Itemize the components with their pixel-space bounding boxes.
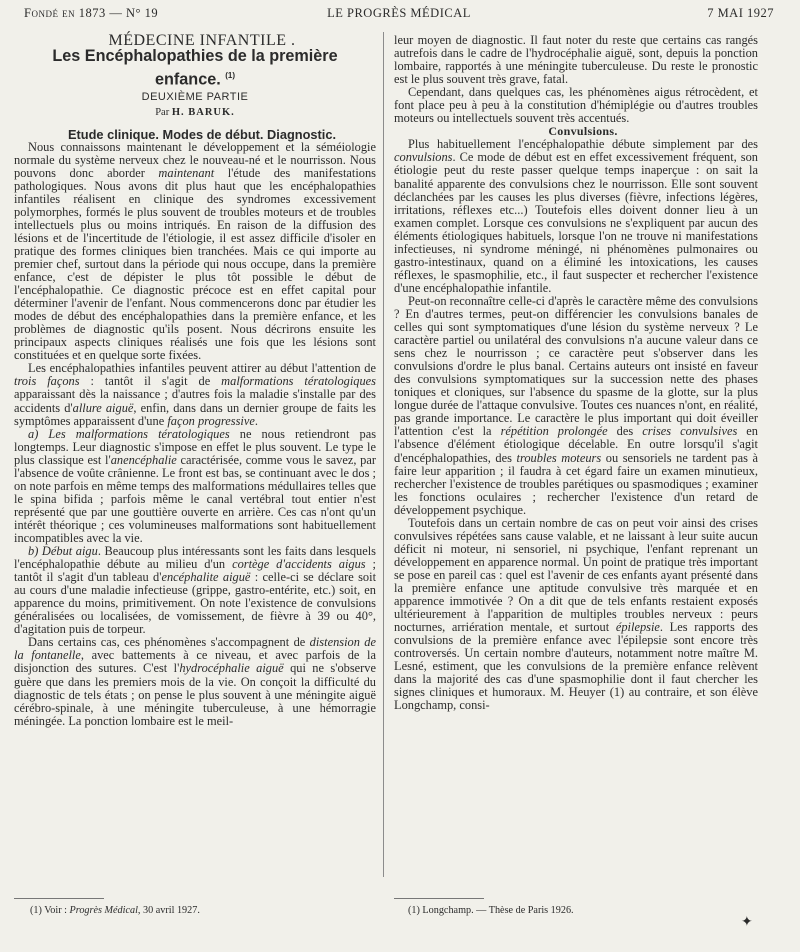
paragraph: Plus habituellement l'encéphalopathie débute simplement par des convulsions. Ce mode de début est en effet excessivement fréquent, son étiologie peut du reste passer quelque temps inaperçue : on sait la banalité apparente des convulsions chez le nourrisson. Elle sont souvent déclanchées par les causes les plus diverses (fièvre, infections légères, irritations, réflexes etc...) Toutefois elles doivent donner lieu à un examen complet. Lorsque ces convulsions ne s'expliquent par aucun des éléments étiologiques habituels, lorsque l'on ne trouve ni manifestations infectieuses, ni syndrome méningé, ni phénomènes pulmonaires ou gastro-intestinaux, quand on a éliminé les intoxications, les causes réflexes, le spasmophilie, etc., il faut suspecter et rechercher l'existence d'une encéphalopathie infantile. bbox=[394, 137, 758, 295]
paragraph: Toutefois dans un certain nombre de cas on peut voir ainsi des crises convulsives répétées sans cause valable, et ne laissant à leur suite aucun déficit ni moteur, ni sensoriel, ni psychique, l'enfant reprenant un développement en apparence normal. Un point de pratique très important se pose en pareil cas : quel est l'avenir de ces enfants ayant présenté dans la première enfance une aptitude convulsive très marquée et en apparence immotivée ? On a dit que de tels enfants restaient exposés ultérieurement à l'apparition de multiples troubles nerveux : peurs nocturnes, arriération mentale, et surtout épilepsie. Les rapports des convulsions de la première enfance avec l'épilepsie sont encore très controversés. Un certain nombre d'auteurs, notamment notre maître M. Lesné, estiment, que les convulsions de la première enfance relèvent dans la majorité des cas d'une spasmophilie dont il faut chercher les signes cliniques et humoraux. M. Heuyer (1) au contraire, et son élève Longchamp, consi- bbox=[394, 515, 758, 713]
footnote-left: (1) Voir : Progrès Médical, 30 avril 1927. bbox=[30, 905, 200, 916]
left-column bbox=[14, 34, 376, 728]
article-byline bbox=[14, 106, 376, 119]
paragraph: Les encéphalopathies infantiles peuvent attirer au début l'attention de trois façons : tantôt il s'agit de malformations tératologiques apparaissant dès la naissance ; d'autres fois la maladie s'installe par des accidents d'allure aiguë, enfin, dans dans un dernier groupe de faits les symptômes apparaissent d'une façon progressive. bbox=[14, 361, 376, 428]
article-subtitle: Etude clinique. Modes de début. Diagnostic. bbox=[67, 126, 337, 142]
right-column bbox=[394, 34, 758, 712]
footnote-rule-left bbox=[14, 898, 104, 899]
paragraph: Dans certains cas, ces phénomènes s'accompagnent de distension de la fontanelle, avec battements à ce niveau, et avec parfois de la disjonction des sutures. C'est l'hydrocéphalie aiguë qui ne s'observe guère que dans les premiers mois de la vie. On conçoit la difficulté du diagnostic de tels états ; on pense le plus souvent à une méningite aiguë cérébro-spinale, à une méningite tuberculeuse, à une hémorragie méningée. La ponction lombaire est le meil- bbox=[14, 635, 377, 728]
header-founded: Fondé en 1873 — N° 19 bbox=[24, 6, 159, 20]
byline-prefix: Par bbox=[155, 107, 170, 119]
paragraph: Cependant, dans quelques cas, les phénomènes aigus rétrocèdent, et font place peu à peu à la constitution d'hémiplégie ou d'autres troubles moteurs ou intellectuels souvent très accentués. bbox=[394, 85, 758, 126]
article-title-block bbox=[14, 47, 376, 119]
footnote-right: (1) Longchamp. — Thèse de Paris 1926. bbox=[408, 905, 574, 916]
end-ornament-icon: ✦ bbox=[741, 915, 753, 930]
running-header bbox=[24, 6, 774, 22]
author-name: H. BARUK. bbox=[171, 107, 235, 119]
article-title-line1: Les Encéphalopathies de la première bbox=[52, 47, 338, 66]
header-date: 7 MAI 1927 bbox=[707, 6, 774, 20]
paragraph: b) Début aigu. Beaucoup plus intéressants sont les faits dans lesquels l'encéphalopathie débute au milieu d'un cortège d'accidents aigus ; tantôt il s'agit d'un tableau d'encéphalite aiguë : celle-ci se déclare soit au cours d'une maladie infectieuse (grippe, gastro-entérite, etc.) soit, en apparence du moins, primitivement. On note l'existence de convulsions généralisées ou localisées, de vomissement, de fièvre à 39 ou 40°, d'agitation puis de torpeur. bbox=[14, 544, 377, 637]
title-footnote-mark: (1) bbox=[225, 71, 235, 81]
article-title-line2: enfance. bbox=[155, 70, 221, 89]
paragraph: Peut-on reconnaître celle-ci d'après le caractère même des convulsions ? En d'autres termes, peut-on différencier les convulsions banales de celles qui sont symptomatiques d'une lésion du système nerveux ? Le caractère partiel ou unilatéral des convulsions n'a aucune valeur dans ce sens chez le nourrisson ; ce caractère peut s'observer dans les convulsions d'ordre le plus banal. Certains auteurs ont insisté en faveur des convulsions symptomatiques sur la succession nette des phases toniques et cloniques, sur l'absence du spasme de la glotte, sur la plus longue durée de l'attaque convulsive. Toutes ces nuances n'ont, en réalité, pas grande importance. Le caractère le plus important qui doit éveiller l'attention c'est la répétition prolongée des crises convulsives en l'absence d'élément étiologique décelable. En outre lorsqu'il s'agit d'encéphalopathies, des troubles moteurs ou sensoriels ne tardent pas à faire leur apparition ; il faudra à cet égard faire un examen minutieux, rechercher l'existence de troubles parétiques ou spasmodiques ; examiner les fonctions oculaires ; rechercher l'existence d'un retard de développement psychique. bbox=[394, 293, 758, 517]
paragraph: Nous connaissons maintenant le développement et la séméiologie normale du système nerveux chez le nouveau-né et le nourrisson. Nous pouvons donc aborder maintenant l'étude des manifestations pathologiques. Nous avons dit plus haut que les encéphalopathies infantiles réalisent en clinique des syndromes excessivement polymorphes, formés le plus souvent de troubles moteurs et de troubles intellectuels plus ou moins intriqués. En raison de la diffusion des lésions et de l'incertitude de l'étiologie, il est assez difficile d'isoler en pratique des formes cliniques bien tranchées. Mais ce qui importe au premier chef, surtout dans la période qui nous occupe, dans la première enfance, c'est de dépister le plus tôt possible le début de l'encéphalopathie. Ce diagnostic précoce est en effet capital pour déterminer l'avenir de l'enfant. Nous commencerons donc par étudier les modes de début des encéphalopathies dans la première enfance, et les problèmes de diagnostic qu'ils posent. Nous décrirons ensuite les principaux aspects cliniques réalisés une fois que les lésions sont constituées et en quelque sorte fixées. bbox=[14, 139, 376, 363]
header-journal-title: LE PROGRÈS MÉDICAL bbox=[327, 6, 471, 20]
article-part: DEUXIÈME PARTIE bbox=[141, 91, 249, 104]
paragraph: a) Les malformations tératologiques ne nous retiendront pas longtemps. Leur diagnostic s'impose en effet le plus souvent. Le type le plus classique est l'anencéphalie caractérisée, comme vous le savez, par l'absence de voûte crânienne. Le front est bas, se continuant avec le dos ; on note parfois en même temps des malformations médullaires telles que le spina bifida ; parfois même le canal vertébral tout entier n'est représenté que par une gouttière ouverte en arrière. Ces cas n'ont qu'un intérêt théorique ; ces volumineuses malformations sont habituellement incompatibles avec la vie. bbox=[14, 426, 377, 545]
column-divider bbox=[383, 32, 384, 877]
article-title bbox=[14, 47, 376, 89]
section-title: MÉDECINE INFANTILE . bbox=[108, 32, 296, 49]
paragraph: leur moyen de diagnostic. Il faut noter du reste que certains cas rangés autrefois dans le cadre de l'hydrocéphalie aiguë, sont, depuis la ponction lombaire, rapportés à une méningite tuberculeuse. Du reste le pronostic est le plus souvent très grave, fatal. bbox=[394, 33, 758, 87]
section-heading-convulsions: Convulsions. bbox=[548, 124, 618, 139]
footnote-rule-right bbox=[394, 898, 484, 899]
